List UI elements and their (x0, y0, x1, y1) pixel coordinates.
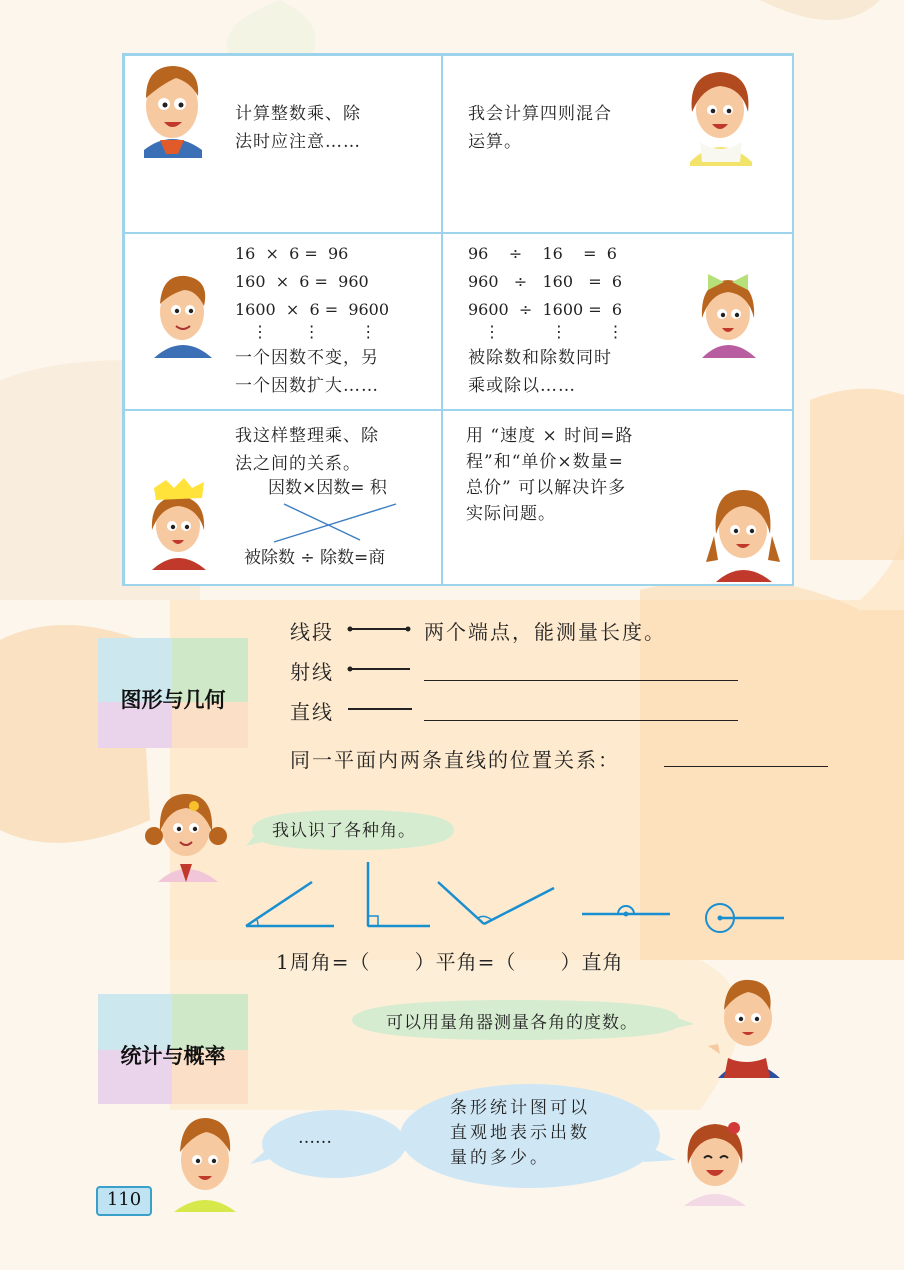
line-label: 直线 (290, 700, 334, 724)
ray-label: 射线 (290, 660, 334, 684)
girl-avatar (694, 262, 762, 358)
cell-text-line: 运算。 (468, 132, 522, 152)
girl-avatar (700, 482, 786, 582)
boy-avatar (704, 974, 788, 1078)
cell-text-line: 我会计算四则混合 (468, 104, 612, 124)
relation-answer-blank[interactable] (664, 766, 828, 767)
bubble-text: 条形统计图可以 (450, 1098, 590, 1118)
obtuse-angle (438, 882, 554, 924)
cell-text-line: 法时应注意…… (235, 132, 361, 152)
section-label-geometry (98, 644, 248, 754)
cell-text-line: 计算整数乘、除 (235, 104, 361, 124)
section-label-statistics (98, 1000, 248, 1110)
boy-avatar (148, 266, 218, 358)
bubble-text: …… (298, 1128, 332, 1148)
cell-text-line: 被除数和除数同时 (468, 348, 612, 368)
relation-top: 因数×因数= 积 (268, 478, 387, 498)
section-title: 统计与概率 (120, 1044, 226, 1068)
girl-avatar (144, 474, 214, 570)
relation-question: 同一平面内两条直线的位置关系： (290, 748, 620, 772)
bubble-text: 我认识了各种角。 (272, 821, 416, 841)
right-angle (368, 862, 430, 926)
full-angle (706, 904, 784, 932)
angle-diagrams (236, 856, 796, 940)
girl-avatar (680, 66, 760, 166)
girl-avatar (670, 1116, 760, 1206)
equation: 9600 ÷ 1600 = 6 (468, 300, 623, 319)
cell-text-line: 程”和“单价×数量= (466, 452, 624, 472)
cell-text-line: 一个因数不变，另 (235, 348, 379, 368)
bubble-text: 量的多少。 (450, 1148, 550, 1168)
acute-angle (246, 882, 334, 926)
cell-text-line: 实际问题。 (466, 504, 556, 524)
relation-bottom: 被除数 ÷ 除数=商 (244, 548, 386, 568)
equation: 1600 × 6 = 9600 (235, 300, 390, 319)
relation-cross-lines (270, 500, 410, 546)
equation: 16 × 6 = 96 (235, 244, 349, 263)
segment-label: 线段 (290, 620, 334, 644)
equation: 960 ÷ 160 = 6 (468, 272, 623, 291)
equation: 96 ÷ 16 = 6 (468, 244, 617, 263)
girl-avatar (138, 786, 234, 882)
boy-avatar (132, 58, 212, 158)
page-number: 110 (96, 1186, 152, 1216)
section-title: 图形与几何 (120, 688, 226, 712)
straight-angle (582, 906, 670, 917)
ray-answer-blank[interactable] (424, 680, 738, 681)
cell-text-line: 用 “速度 × 时间=路 (466, 426, 634, 446)
line-answer-blank[interactable] (424, 720, 738, 721)
cell-text-line: 法之间的关系。 (235, 454, 361, 474)
cell-text-line: 乘或除以…… (468, 376, 576, 396)
continuation-dots: ⋮ ⋮ ⋮ (252, 322, 377, 341)
cell-text-line: 一个因数扩大…… (235, 376, 379, 396)
equation: 160 × 6 = 960 (235, 272, 369, 291)
angle-relation: 1周角=（ ）平角=（ ）直角 (276, 950, 624, 974)
segment-symbol (346, 622, 412, 636)
continuation-dots: ⋮ ⋮ ⋮ (484, 322, 624, 341)
line-symbol (348, 702, 412, 716)
boy-avatar (162, 1112, 248, 1212)
ray-symbol (346, 662, 412, 676)
cell-text-line: 总价” 可以解决许多 (466, 478, 627, 498)
bubble-text: 直观地表示出数 (450, 1123, 590, 1143)
bubble-text: 可以用量角器测量各角的度数。 (386, 1013, 638, 1033)
cell-text-line: 我这样整理乘、除 (235, 426, 379, 446)
segment-description: 两个端点，能测量长度。 (424, 620, 666, 644)
